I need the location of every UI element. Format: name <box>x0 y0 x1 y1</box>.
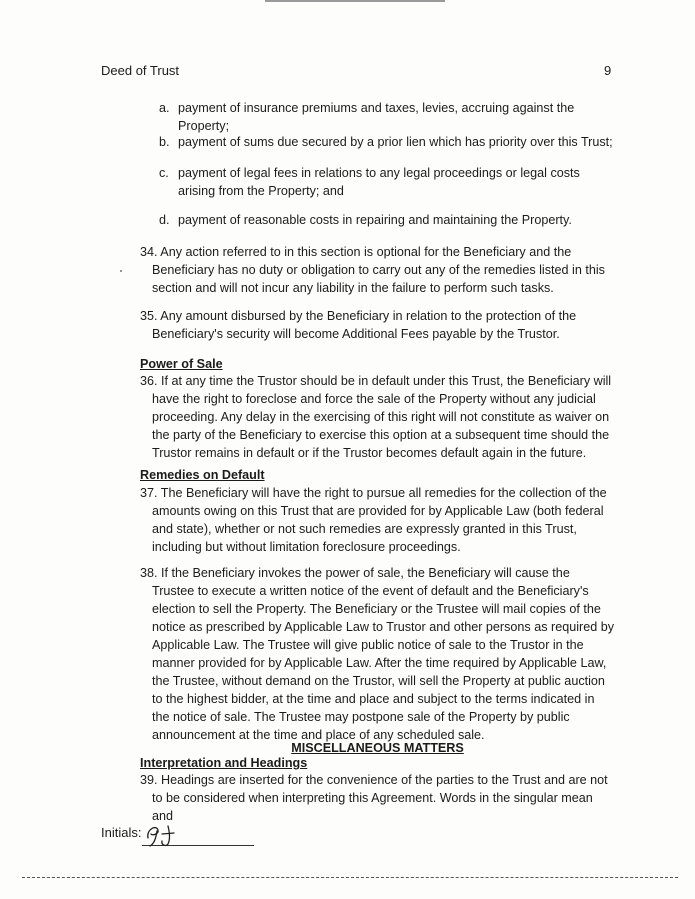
section-heading-interpretation: Interpretation and Headings <box>140 756 308 770</box>
paragraph-34 <box>140 243 615 297</box>
page-number: 9 <box>604 63 612 78</box>
paragraph-text: 36. If at any time the Trustor should be in default under this Trust, the Beneficiary will have the right to foreclose and force the sale of the Property without any judicial proceeding. Any delay in the exercising of this right will not constitute as waiver on the party of the Beneficiary to exercise this option at a subsequent time should the Trustor remains in default or if the Trustor becomes default again in the future. <box>140 374 612 460</box>
list-item-text: payment of sums due secured by a prior lien which has priority over this Trust; <box>178 135 613 149</box>
section-heading-remedies-on-default: Remedies on Default <box>140 468 265 482</box>
scan-top-edge-line <box>265 0 445 2</box>
initials-label: Initials: <box>101 825 142 840</box>
paragraph-text: 34. Any action referred to in this section is optional for the Beneficiary and the Beneficiary has no duty or obligation to carry out any of the remedies listed in this section and will not incur any liability in the failure to perform such tasks. <box>140 245 605 295</box>
scan-speck <box>120 270 122 272</box>
list-item-text: payment of reasonable costs in repairing and maintaining the Property. <box>178 213 572 227</box>
list-item-a <box>159 99 619 135</box>
paragraph-39 <box>140 771 615 825</box>
list-item-d <box>159 211 619 229</box>
section-heading-miscellaneous: MISCELLANEOUS MATTERS <box>291 741 464 755</box>
list-item-letter: d. <box>159 213 170 227</box>
document-title: Deed of Trust <box>101 63 180 78</box>
paragraph-38 <box>140 564 615 744</box>
initials-signature-icon <box>144 822 204 848</box>
list-item-text: payment of legal fees in relations to any legal proceedings or legal costs arising from the Property; and <box>178 166 580 198</box>
list-item-text: payment of insurance premiums and taxes, levies, accruing against the Property; <box>178 101 575 133</box>
list-item-letter: a. <box>159 101 170 115</box>
scan-bottom-edge-line <box>22 877 678 878</box>
list-item-c <box>159 164 619 200</box>
list-item-b <box>159 133 619 151</box>
paragraph-text: 37. The Beneficiary will have the right to pursue all remedies for the collection of the amounts owing on this Trust that are provided for by Applicable Law (both federal and state), whether or not such remedies are expressly granted in this Trust, including but without limitation foreclosure proceedings. <box>140 486 607 554</box>
paragraph-text: 38. If the Beneficiary invokes the power of sale, the Beneficiary will cause the Trustee to execute a written notice of the event of default and the Beneficiary's election to sell the Property. The Beneficiary or the Trustee will mail copies of the notice as prescribed by Applicable Law to Trustor and other persons as required by Applicable Law. The Trustee will give public notice of sale to the Trustor in the manner provided for by Applicable Law. After the time required by Applicable Law, the Trustee, without demand on the Trustor, will sell the Property at public auction to the highest bidder, at the time and place and subject to the terms indicated in the notice of sale. The Trustee may postpone sale of the Property by public announcement at the time and place of any scheduled sale. <box>140 566 615 742</box>
paragraph-37 <box>140 484 615 556</box>
list-item-letter: c. <box>159 166 169 180</box>
list-item-letter: b. <box>159 135 170 149</box>
paragraph-35 <box>140 307 615 343</box>
section-heading-power-of-sale: Power of Sale <box>140 357 223 371</box>
paragraph-text: 39. Headings are inserted for the convenience of the parties to the Trust and are not to be considered when interpreting this Agreement. Words in the singular mean and <box>140 773 608 823</box>
paragraph-36 <box>140 372 615 462</box>
paragraph-text: 35. Any amount disbursed by the Beneficiary in relation to the protection of the Beneficiary's security will become Additional Fees payable by the Trustor. <box>140 309 577 341</box>
